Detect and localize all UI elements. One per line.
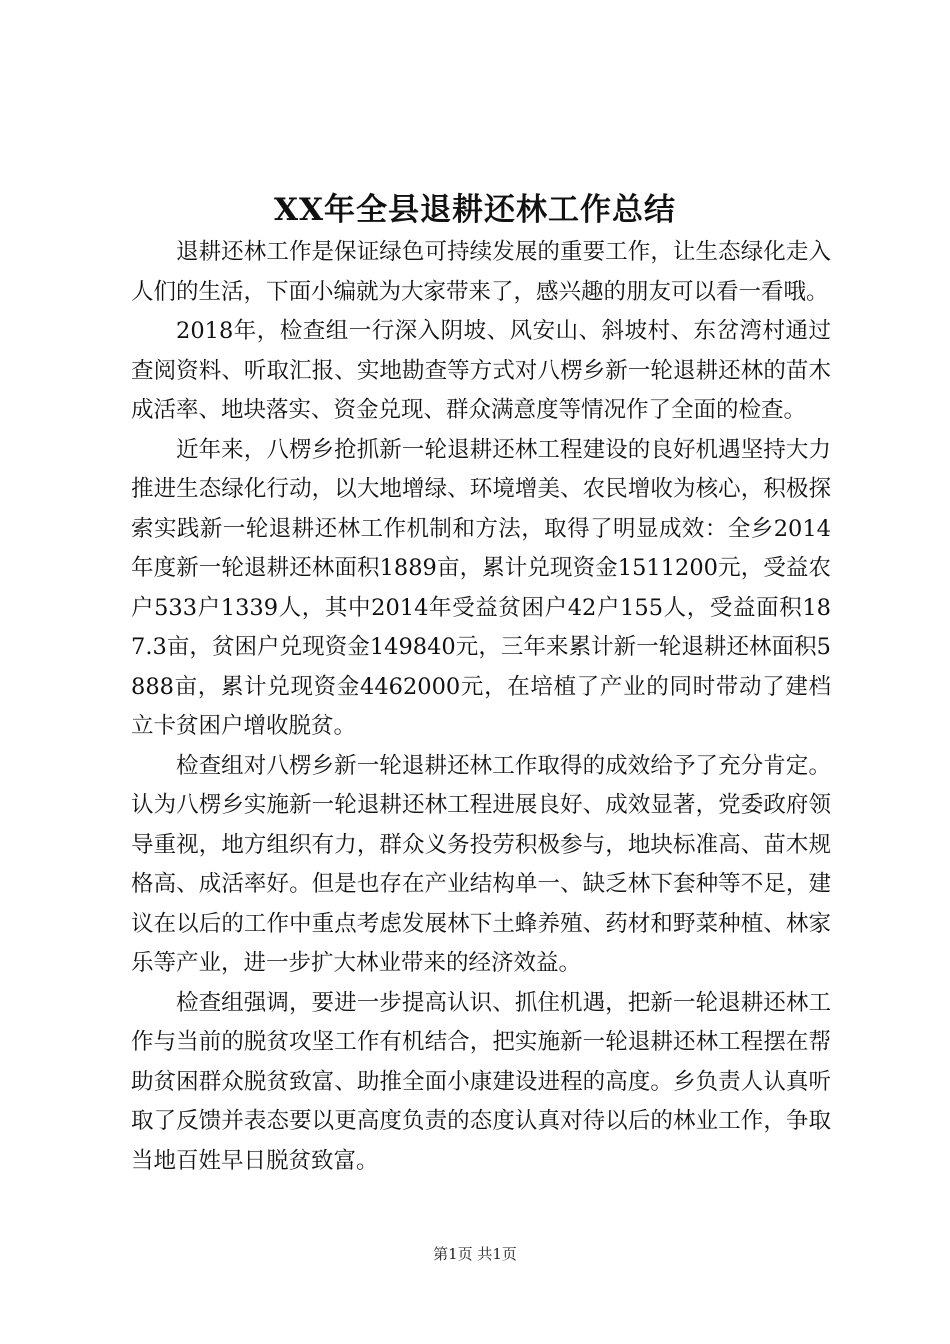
- paragraph-achievements: 近年来，八楞乡抢抓新一轮退耕还林工程建设的良好机遇坚持大力推进生态绿化行动，以大地增绿、环境增美、农民增收为核心，积极探索实践新一轮退耕还林工作机制和方法，取得了明显成效：全乡2014年度新一轮退耕还林面积1889亩，累计兑现资金1511200元，受益农户533户1339人，其中2014年受益贫困户42户155人，受益面积187.3亩，贫困户兑现资金149840元，三年来累计新一轮退耕还林面积5888亩，累计兑现资金4462000元，在培植了产业的同时带动了建档立卡贫困户增收脱贫。: [131, 436, 831, 739]
- document-body: [131, 233, 831, 1181]
- paragraph-evaluation: 检查组对八楞乡新一轮退耕还林工作取得的成效给予了充分肯定。认为八楞乡实施新一轮退耕还林工程进展良好、成效显著，党委政府领导重视，地方组织有力，群众义务投劳积极参与，地块标准高、苗木规格高、成活率好。但是也存在产业结构单一、缺乏林下套种等不足，建议在以后的工作中重点考虑发展林下土蜂养殖、药材和野菜种植、林家乐等产业，进一步扩大林业带来的经济效益。: [131, 752, 831, 976]
- document-title: XX年全县退耕还林工作总结: [273, 192, 677, 228]
- paragraph-inspection: 2018年，检查组一行深入阴坡、风安山、斜坡村、东岔湾村通过查阅资料、听取汇报、实地勘查等方式对八楞乡新一轮退耕还林的苗木成活率、地块落实、资金兑现、群众满意度等情况作了全面的检查。: [131, 318, 831, 423]
- page-number-footer: 第1页 共1页: [433, 1245, 517, 1263]
- paragraph-intro: 退耕还林工作是保证绿色可持续发展的重要工作，让生态绿化走入人们的生活，下面小编就为大家带来了，感兴趣的朋友可以看一看哦。: [131, 239, 831, 305]
- paragraph-conclusion: 检查组强调，要进一步提高认识、抓住机遇，把新一轮退耕还林工作与当前的脱贫攻坚工作有机结合，把实施新一轮退耕还林工程摆在帮助贫困群众脱贫致富、助推全面小康建设进程的高度。乡负责人认真听取了反馈并表态要以更高度负责的态度认真对待以后的林业工作，争取当地百姓早日脱贫致富。: [131, 989, 831, 1174]
